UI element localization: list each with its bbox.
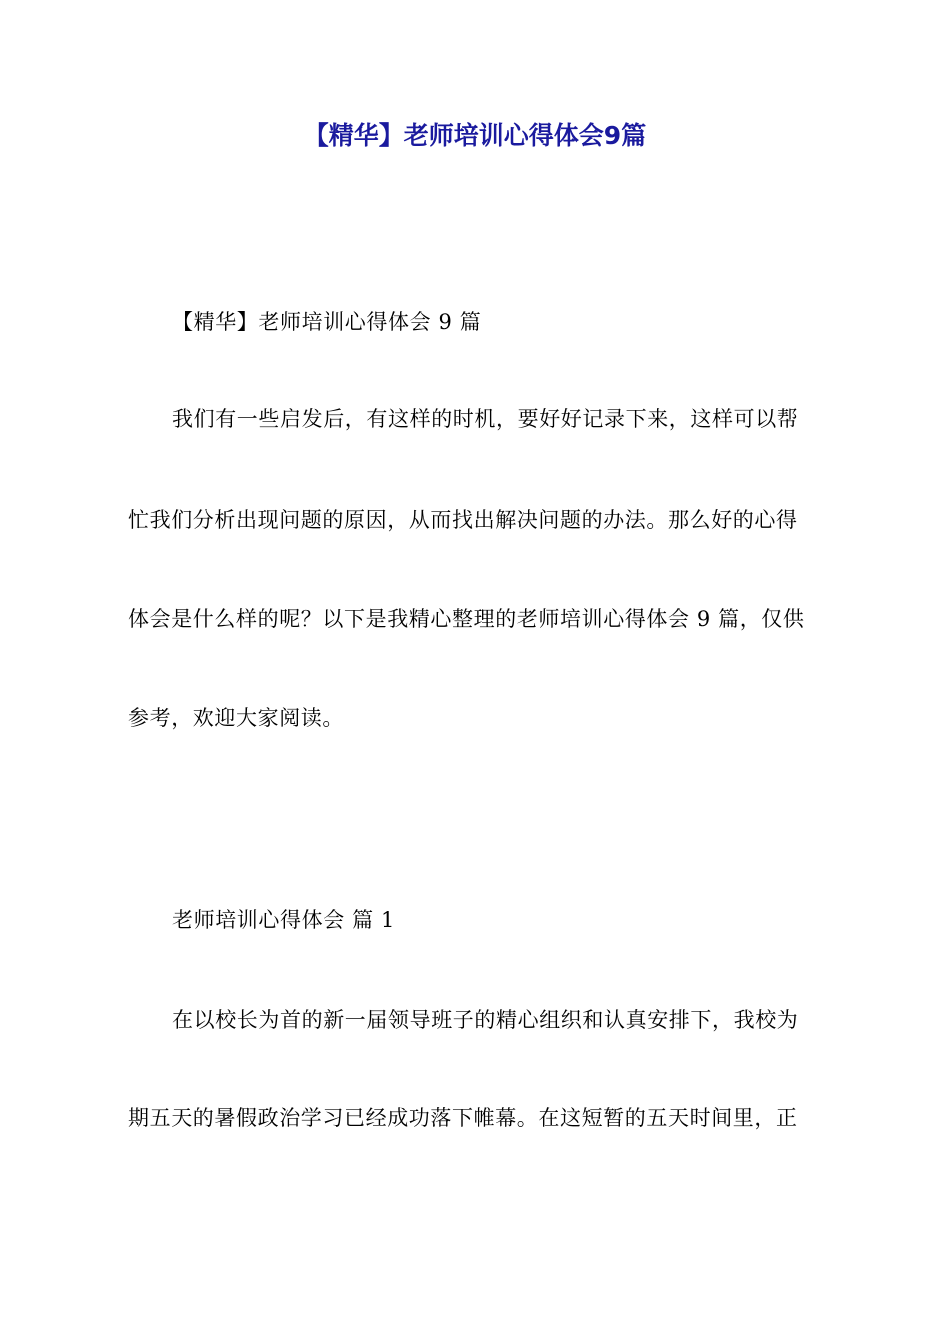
document-subtitle: 【精华】老师培训心得体会 9 篇 [172, 310, 482, 334]
document-title: 【精华】老师培训心得体会9篇 [303, 121, 647, 150]
section-heading: 老师培训心得体会 篇 1 [172, 908, 395, 932]
intro-line-3: 体会是什么样的呢？以下是我精心整理的老师培训心得体会 9 篇，仅供 [128, 607, 805, 631]
section-body-line-2: 期五天的暑假政治学习已经成功落下帷幕。在这短暂的五天时间里，正 [128, 1106, 798, 1130]
section-body-line-1: 在以校长为首的新一届领导班子的精心组织和认真安排下，我校为 [172, 1008, 799, 1032]
intro-line-4: 参考，欢迎大家阅读。 [128, 706, 344, 730]
intro-line-1: 我们有一些启发后，有这样的时机，要好好记录下来，这样可以帮 [172, 407, 799, 431]
intro-line-2: 忙我们分析出现问题的原因，从而找出解决问题的办法。那么好的心得 [128, 508, 798, 532]
